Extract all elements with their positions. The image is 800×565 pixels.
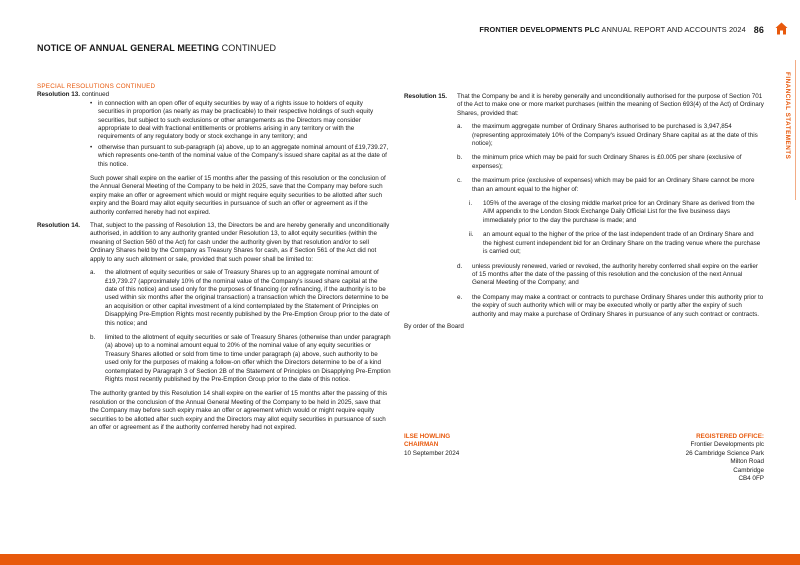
item-label: c. (457, 177, 462, 185)
address-line: Milton Road (730, 458, 764, 466)
left-column (37, 83, 391, 437)
resolution-14-intro: That, subject to the passing of Resolution 13, the Directors be and are hereby generally and unconditionally authorised, in addition to any authority granted under Resolution 13, to allot equity securities (within the meaning of Section 560 of the Act) for cash under the authority given by that resolution and/or to sell Ordinary Shares held by the Company as Treasury Shares for cash, as if Section 561 of the Act did not apply to any such allotment or sale, provided that such power shall be limited to: (90, 222, 390, 263)
item-label: i. (469, 200, 473, 208)
list-item (90, 334, 391, 384)
resolution-14-heading: Resolution 14. (37, 222, 81, 230)
page-number: 86 (753, 25, 764, 35)
registered-office (686, 433, 764, 483)
item-label: b. (90, 333, 96, 341)
resolution-14 (37, 222, 391, 432)
list-item (457, 263, 764, 288)
list-item (457, 177, 764, 194)
item-text: the allotment of equity securities or sale of Treasury Shares up to an aggregate nominal amount of £19,739.27 (approximately 10% of the nominal value of the Company's issued share capital at the date of this notice) and used only for the purposes of financing (or refinancing, if the authority is to be used within six months after the original transaction) a transaction which the Directors determine to be an acquisition or other capital investment of a kind contemplated by the Statement of Principles on Disapplying Pre-Emption Rights most recently published by the Pre-Emption Group prior to the date of this notice; and (105, 269, 390, 327)
address-line: CB4 0FP (738, 475, 764, 483)
list-item (457, 231, 764, 256)
address-line: 26 Cambridge Science Park (685, 449, 764, 457)
resolution-15 (404, 93, 764, 319)
item-text: unless previously renewed, varied or revoked, the authority hereby conferred shall expire on the earlier of 15 months after the date of the passing of this resolution and the conclusion of the next Annual General Meeting of the Company; and (472, 262, 758, 287)
item-label: b. (457, 154, 463, 162)
signatory-role: CHAIRMAN (404, 441, 439, 449)
item-label: e. (457, 293, 463, 301)
footer-bar (0, 554, 800, 565)
page-title-normal: CONTINUED (221, 43, 277, 53)
page-title (37, 43, 276, 53)
item-text: the maximum price (exclusive of expenses) which may be paid for an Ordinary Share cannot be more than an amount equal to the higher of: (472, 177, 755, 193)
home-icon[interactable] (775, 22, 788, 35)
item-text: an amount equal to the higher of the price of the last independent trade of an Ordinary Share and the highest current independent bid for an Ordinary Share on the trading venue where the purchase is carried out; (483, 231, 761, 256)
item-label: a. (90, 269, 96, 277)
signatory-date: 10 September 2024 (404, 449, 460, 457)
item-label: a. (457, 123, 463, 131)
signatory (404, 433, 459, 458)
item-text: the minimum price which may be paid for such Ordinary Shares is £0.005 per share (exclusive of expenses); (472, 154, 742, 170)
resolution-13-continued: continued (81, 91, 110, 99)
resolution-13-heading (37, 91, 109, 99)
resolution-13-expiry: Such power shall expire on the earlier of 15 months after the passing of this resolution or the conclusion of the Annual General Meeting of the Company to be held in 2025, save that the Company may before such expiry make an offer or agreement which would or might require equity securities to be allotted after such expiry and the Board may allot equity securities in pursuance of such an offer or agreement as if the authority conferred hereby had not expired. (90, 175, 386, 216)
list-item: • in connection with an open offer of equity securities by way of a rights issue to holders of equity securities in proportion (as nearly as may be practicable) to their respective holdings of such equity securities, but subject to such exclusions or other arrangements as the Directors may consider appropriate to deal with fractional entitlements or problems arising in any territory or with the requirements of any regulatory body or stock exchange in any territory; and (90, 100, 391, 142)
list-item: • otherwise than pursuant to sub-paragraph (a) above, up to an aggregate nominal amount of £19,739.27, which represents one-tenth of the nominal value of the Company's issued share capital as at the date of this notice. (90, 144, 391, 169)
header-report: ANNUAL REPORT AND ACCOUNTS 2024 (601, 25, 746, 34)
section-heading-bold: SPECIAL RESOLUTIONS (37, 83, 115, 90)
list-item (457, 154, 764, 171)
resolution-15-heading: Resolution 15. (404, 93, 448, 100)
item-text: 105% of the average of the closing middle market price for an Ordinary Share as derived from the AIM appendix to the London Stock Exchange Daily Official List for the five business days immediately prior to the day the purchase is made; and (483, 200, 755, 224)
address-line: Frontier Developments plc (690, 441, 764, 449)
item-label: ii. (469, 231, 474, 239)
item-label: d. (457, 262, 463, 270)
side-tab-rule (795, 60, 796, 200)
signatory-name: ILSE HOWLING (404, 433, 451, 440)
side-tab-financial-statements[interactable] (784, 72, 794, 192)
list-item (457, 123, 764, 148)
item-text: limited to the allotment of equity securities or sale of Treasury Shares (otherwise than under paragraph (a) above) up to a nominal amount equal to 20% of the nominal value of any equity securities or Treasury Shares allotted or sold from time to time under paragraph (a) above, such authority to be used only for the purposes of making a follow-on offer which the Directors determine to be of a kind contemplated by Paragraph 3 of Section 2B of the Statement of Principles on Disapplying Pre-Emption Rights most recently published by the Pre-Emption Group prior to the date of this notice. (105, 333, 391, 383)
header-company: FRONTIER DEVELOPMENTS PLC (479, 25, 600, 34)
item-text: the maximum aggregate number of Ordinary Shares authorised to be purchased is 3,947,854 (representing approximately 10% of the Company's issued Ordinary Share capital as at the date of this notice); (472, 123, 758, 148)
resolution-13-label: Resolution 13. (37, 91, 81, 99)
side-tab-label: FINANCIAL STATEMENTS (784, 72, 791, 160)
resolution-13 (37, 91, 391, 217)
section-heading-normal: CONTINUED (116, 83, 156, 90)
registered-office-heading: REGISTERED OFFICE: (696, 433, 764, 440)
section-heading (37, 83, 391, 91)
order-line: By order of the Board (404, 322, 464, 330)
list-item (457, 294, 764, 319)
page-title-bold: NOTICE OF ANNUAL GENERAL MEETING (37, 43, 220, 53)
list-item (90, 269, 391, 328)
item-text: the Company may make a contract or contracts to purchase Ordinary Shares under this authority prior to the expiry of such authority which will or may be executed wholly or partly after the expiry of such authority and may make a purchase of Ordinary Shares in pursuance of any such contract or contracts. (472, 293, 764, 318)
resolution-14-expiry: The authority granted by this Resolution 14 shall expire on the earlier of 15 months after the passing of this resolution or the conclusion of the Annual General Meeting of the Company to be held in 2025, save that the Company may before such expiry make an offer or agreement which would or might require equity securities to be allotted after such expiry and the Directors may allot equity securities in pursuance of such an offer or agreement as if the authority conferred hereby had not expired. (90, 390, 388, 432)
list-item (457, 200, 764, 225)
resolution-15-intro: That the Company be and it is hereby generally and unconditionally authorised for the purpose of Section 701 of the Act to make one or more market purchases (within the meaning of Section 693(4) of the Act) of Ordinary Shares, provided that: (457, 93, 764, 117)
running-header (479, 25, 764, 35)
right-column (404, 93, 764, 331)
address-line: Cambridge (733, 466, 764, 474)
